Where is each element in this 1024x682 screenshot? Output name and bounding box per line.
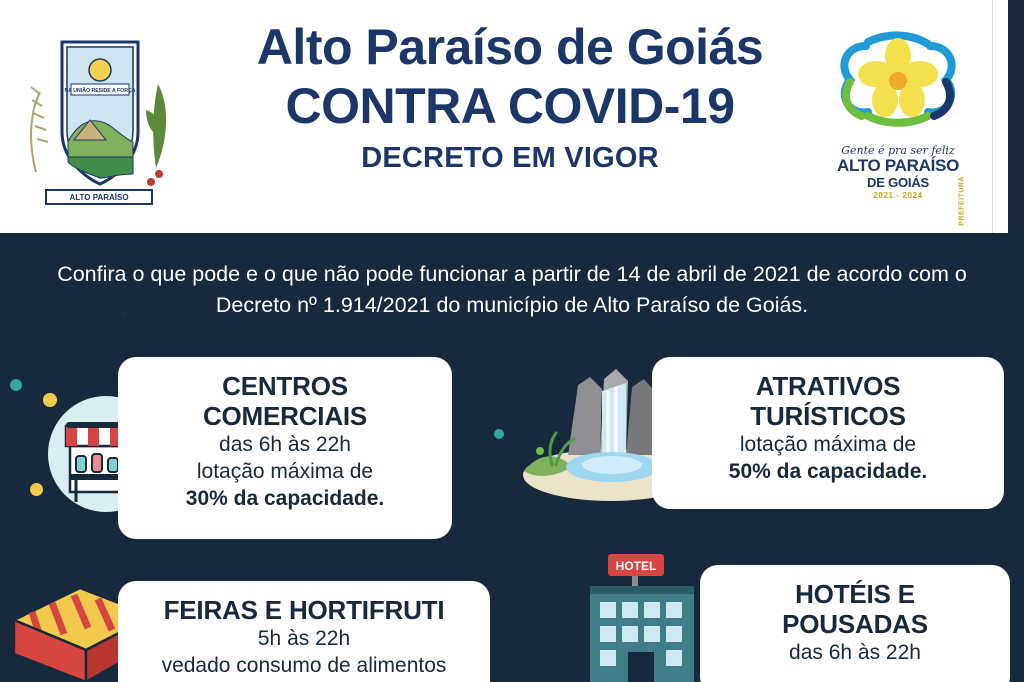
card-detail-line: 5h às 22h bbox=[257, 627, 351, 650]
card-detail-line: vedado consumo de alimentos bbox=[161, 654, 447, 677]
page-title-line1: Alto Paraíso de Goiás bbox=[256, 19, 764, 75]
svg-text:NA UNIÃO RESIDE A FORÇA: NA UNIÃO RESIDE A FORÇA bbox=[64, 88, 136, 94]
page-title-line2: CONTRA COVID-19 bbox=[285, 78, 735, 134]
card-hoteis-pousadas bbox=[700, 565, 1010, 682]
brand-prefecture-label: PREFEITURA bbox=[959, 176, 966, 226]
coat-of-arms-icon bbox=[18, 22, 178, 207]
brand-script-text: Gente é pra ser feliz bbox=[841, 144, 955, 157]
card-centros-comerciais bbox=[118, 357, 452, 539]
brand-years: 2021 - 2024 bbox=[873, 191, 923, 200]
card-title-line2: POUSADAS bbox=[782, 609, 928, 639]
card-detail-line: das 6h às 22h bbox=[219, 433, 351, 456]
header-titles bbox=[170, 18, 850, 178]
card-atrativos-turisticos bbox=[652, 357, 1004, 509]
decor-dot bbox=[10, 379, 22, 391]
card-detail-line: das 6h às 22h bbox=[789, 641, 921, 664]
svg-text:ALTO PARAÍSO: ALTO PARAÍSO bbox=[69, 193, 129, 202]
brand-name: ALTO PARAÍSO bbox=[836, 156, 960, 175]
card-title-line1: FEIRAS E HORTIFRUTI bbox=[163, 595, 445, 625]
card-detail-line: lotação máxima de bbox=[739, 433, 917, 456]
hotel-building-icon bbox=[566, 552, 716, 682]
card-title-line2: COMERCIAIS bbox=[202, 401, 368, 431]
brand-subname: DE GOIÁS bbox=[867, 175, 929, 190]
header-banner bbox=[0, 0, 1008, 233]
card-title-line1: HOTÉIS E bbox=[795, 579, 915, 609]
city-brand-logo bbox=[828, 26, 968, 226]
card-detail-line: lotação máxima de bbox=[196, 460, 374, 483]
header-right-edge bbox=[992, 0, 1008, 233]
card-feiras-hortifruti bbox=[118, 581, 490, 682]
card-detail-line-bold: 30% da capacidade. bbox=[185, 487, 385, 510]
decor-dot bbox=[494, 429, 504, 439]
card-title-line1: CENTROS bbox=[222, 371, 348, 401]
svg-text:HOTEL: HOTEL bbox=[615, 559, 657, 573]
page-subtitle: DECRETO EM VIGOR bbox=[361, 142, 659, 174]
card-title-line1: ATRATIVOS bbox=[755, 371, 901, 401]
intro-paragraph: Confira o que pode e o que não pode funcionar a partir de 14 de abril de 2021 de acordo com o Decreto nº 1.914/2021 do município de Alto Paraíso de Goiás. bbox=[57, 262, 967, 317]
card-title-line2: TURÍSTICOS bbox=[750, 401, 906, 431]
card-detail-line-bold: 50% da capacidade. bbox=[728, 460, 928, 483]
flower-logo-icon bbox=[828, 26, 968, 138]
